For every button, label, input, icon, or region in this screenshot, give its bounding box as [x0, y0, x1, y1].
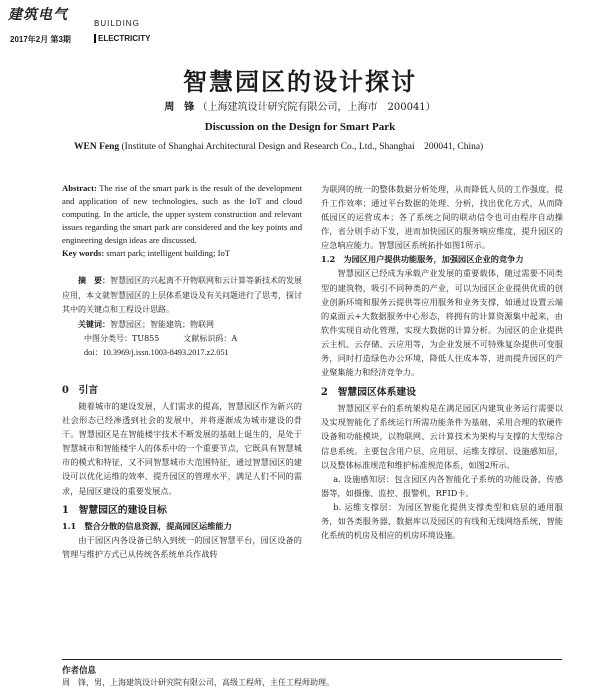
section-1-1-heading: 1.1 整合分散的信息资源，提高园区运维能力: [62, 520, 232, 531]
document-code: 文献标识码：A: [183, 333, 238, 343]
paper-title: 智慧园区的设计探讨: [183, 67, 417, 96]
right-column: [321, 182, 563, 542]
section-1-heading: 1 智慧园区的建设目标: [62, 504, 167, 516]
clc-number: 中图分类号：TU855: [84, 333, 160, 343]
keywords-cn-text: 智慧园区；智能建筑；物联网: [110, 319, 214, 329]
list-item-b: b. 运维支撑层：为园区智能化提供支撑类型和底层的通用服务，如各类服务器、数据库以及园区的有线和无线网络系统，智能化系统的机房及相应的机房环境设施。: [321, 501, 563, 541]
keywords-en-label: Key words:: [62, 248, 105, 259]
keywords-en-text: smart park; intelligent building; IoT: [106, 248, 231, 259]
abstract-cn-text: 智慧园区的兴起离不开物联网和云计算等新技术的发展应用，本文就智慧园区的上层体系建设及有关问题进行了思考，探讨其中的关键点和工程设计思路。: [62, 276, 302, 314]
english-title: Discussion on the Design for Smart Park: [204, 121, 396, 133]
abstract-en-text: The rise of the smart park is the result of the development and application of new technologies, such as the IoT and cloud computing. In the article, the upper system construction and relevant issues regarding the smart park are considered and the key points and engineering design ideas are discussed.: [62, 183, 302, 246]
author-name: 周 锋: [164, 102, 195, 113]
journal-name-electricity: ELECTRICITY: [94, 34, 150, 43]
keywords-cn: [62, 317, 302, 332]
section-1-1-continued: 为联网的统一的整体数据分析处理，从而降低人员的工作强度，提升工作效率；通过平台数据的处理、分析，找出优化方式，从而降低园区的运营成本；各了系统之间的联动信令也可由程序自动操作，省分则手动下发，进而加快园区的服务响应维度，提升园区的应急响应能力。智慧园区系统拓扑如图1所示。: [321, 184, 563, 251]
abstract-cn: [62, 273, 302, 316]
journal-logo: 建筑电气: [8, 7, 68, 23]
abstract-cn-label: 摘 要：: [78, 275, 110, 286]
english-author-line: [74, 138, 483, 152]
section-1-1-text: 由于园区内各设备已纳入到统一的园区智慧平台，园区设备的管理与维护方式已从传统各系统单兵作战转: [62, 534, 302, 559]
classification-line: [84, 332, 302, 346]
author-affiliation: （上海建筑设计研究院有限公司，上海市 200041）: [197, 102, 436, 113]
abstract-en-label: Abstract:: [62, 183, 97, 193]
section-1-2-text: 智慧园区已经成为承载产业发展的重要载体，随过需要不同类型的建筑物，吸引不同种类的产业，可以为园区企业提供优质的创业创新环境和服务云提供等应用服务和业务支撑，如通过设置云端的桌面云+大数据服务中心形态，将拥有的计算资源集中起来，由软件实现自动化管理，实现大数据的计算分析。为园区的企业提供云主机、云存储、云应用等，为企业发展不可特殊复杂提供可变服务，同时打造绿色办公环境，降低人住成本等，进而提升园区的产业聚集能力和经济竞争力。: [321, 268, 563, 378]
author-info-text: 周 锋，男，上海建筑设计研究院有限公司，高级工程师，主任工程师助理。: [62, 678, 334, 687]
author-line: [0, 98, 600, 113]
journal-masthead: [6, 4, 166, 48]
doi: doi：10.3969/j.issn.1003-8493.2017.z2.051: [84, 347, 229, 357]
keywords-cn-label: 关键词：: [78, 318, 110, 329]
english-author-name: WEN Feng: [74, 142, 120, 152]
journal-issue: 2017年2月 第3期: [10, 35, 71, 44]
journal-name-building: BUILDING: [94, 19, 140, 28]
list-item-a: a. 设施感知层：包含园区内各智能化子系统的功能设备，传感器等，如摄像、监控、报警机，RFID卡。: [321, 473, 563, 498]
section-2-text: 智慧园区平台的系统架构是在满足园区内建筑业务运行需要以及实现智能化了系统运行所需功能条件为基础，采用合理的软硬件设备和功能模块，以物联网、云计算技术为架构与支撑的大型综合信息系统。主要包含用户层、应用层、运维支撑层、设施感知层，以及整体标准规范和维护标准规范体系，如图2所示。: [321, 403, 563, 470]
section-1-2-heading: 1.2 为园区用户提供功能服务，加强园区企业的竞争力: [321, 254, 524, 265]
author-info-label: 作者信息: [62, 666, 97, 676]
left-column: [62, 182, 302, 561]
english-affiliation: (Institute of Shanghai Architectural Design and Research Co., Ltd., Shanghai 200041, China): [121, 142, 484, 152]
section-2-heading: 2 智慧园区体系建设: [321, 387, 416, 399]
abstract-en: [62, 182, 302, 247]
section-0-text: 随着城市的建设发展，人们需求的提高，智慧园区作为新兴的社会形态已经渗透到社会的发展中，并将逐渐成为城市建设的骨干。智慧园区是在智能楼宇技术不断发展的基础上诞生的，是处于智慧城市和智能楼宇人的体系中的一个重要节点，它既具有智慧城市的模式和特征，又不同智慧城市大范围特征，通过智慧园区的建设可以优化运维的效率、提升园区的管理水平，满足人们不同的需求，是园区建设的重要发展点。: [62, 400, 302, 496]
section-0-heading: 0 引言: [62, 384, 99, 396]
footer-rule: [62, 659, 562, 660]
keywords-en: [62, 247, 302, 260]
